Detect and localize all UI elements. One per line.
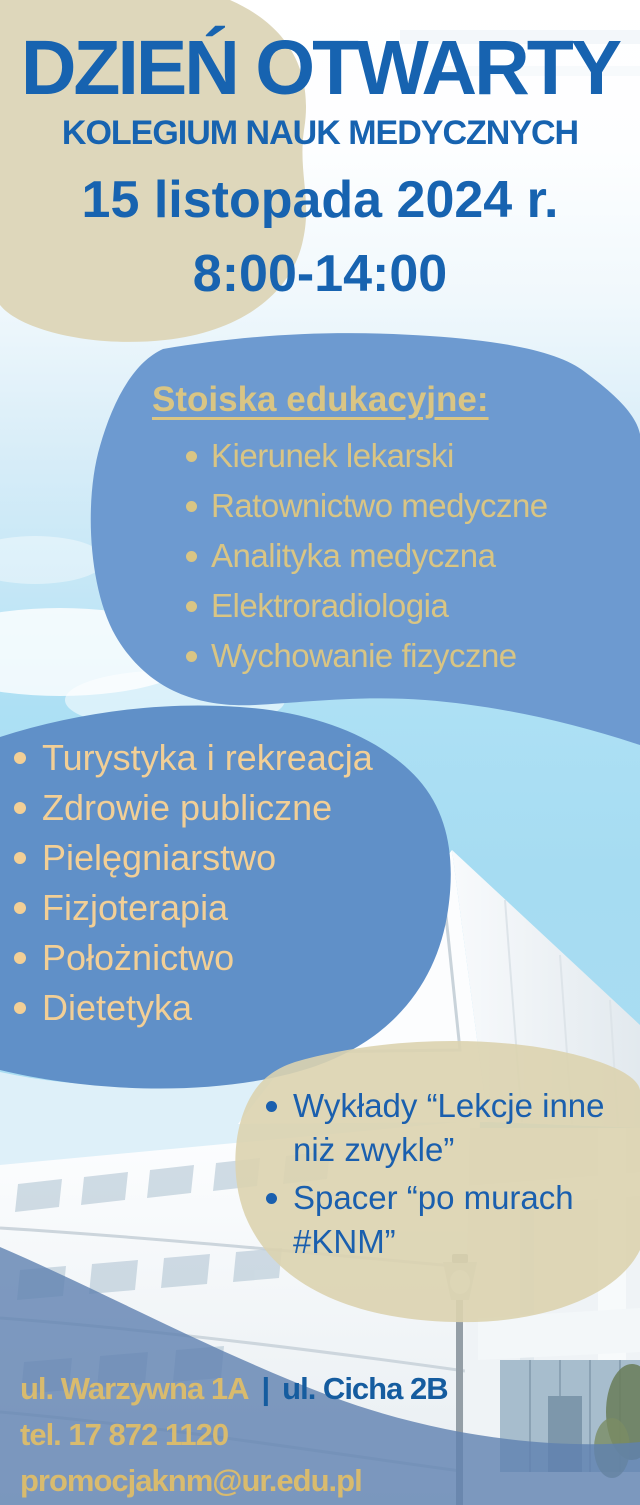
poster-subtitle: KOLEGIUM NAUK MEDYCZNYCH [61,114,579,152]
fields-list [14,733,373,1033]
item-label: Spacer “po murach #KNM” [293,1179,574,1260]
item-label: Pielęgniarstwo [42,837,277,878]
list-item [14,733,373,783]
item-label: Elektroradiologia [211,587,449,624]
contact-address-warzywna: ul. Warzywna 1A [20,1371,249,1406]
activities-list [266,1084,632,1268]
item-label: Ratownictwo medyczne [211,487,548,524]
item-label: Dietetyka [42,987,193,1028]
item-label: Wychowanie fizyczne [211,637,517,674]
bullet-icon [186,451,197,462]
list-item [14,833,373,883]
list-item [266,1084,632,1172]
bullet-icon [186,601,197,612]
item-label: Zdrowie publiczne [42,787,333,828]
list-item [186,431,548,481]
bullet-icon [14,1002,26,1014]
bullet-icon [14,952,26,964]
bullet-icon [266,1101,277,1112]
bullet-icon [266,1193,277,1204]
list-item [186,481,548,531]
event-date: 15 listopada 2024 r. [81,171,559,229]
item-label: Położnictwo [42,937,235,978]
bullet-icon [14,852,26,864]
contact-block [20,1366,448,1504]
bullet-icon [14,752,26,764]
list-item [266,1176,632,1264]
contact-address-line [20,1366,448,1412]
poster-title: DZIEŃ OTWARTY [20,25,620,111]
booths-list [186,431,548,681]
list-item [14,933,373,983]
list-item [186,631,548,681]
address-separator: | [261,1371,270,1406]
bullet-icon [14,902,26,914]
list-item [14,883,373,933]
item-label: Kierunek lekarski [211,437,454,474]
bullet-icon [186,501,197,512]
event-time: 8:00-14:00 [192,245,448,303]
list-item [186,531,548,581]
contact-address-cicha: ul. Cicha 2B [282,1371,448,1406]
item-label: Turystyka i rekreacja [42,737,373,778]
contact-email: promocjaknm@ur.edu.pl [20,1463,362,1498]
item-label: Fizjoterapia [42,887,229,928]
item-label: Analityka medyczna [211,537,496,574]
list-item [186,581,548,631]
item-label: Wykłady “Lekcje inne niż zwykle” [293,1087,605,1168]
booths-heading: Stoiska edukacyjne: [152,380,489,419]
contact-phone: tel. 17 872 1120 [20,1417,229,1452]
bullet-icon [14,802,26,814]
list-item [14,983,373,1033]
bullet-icon [186,551,197,562]
list-item [14,783,373,833]
bullet-icon [186,651,197,662]
